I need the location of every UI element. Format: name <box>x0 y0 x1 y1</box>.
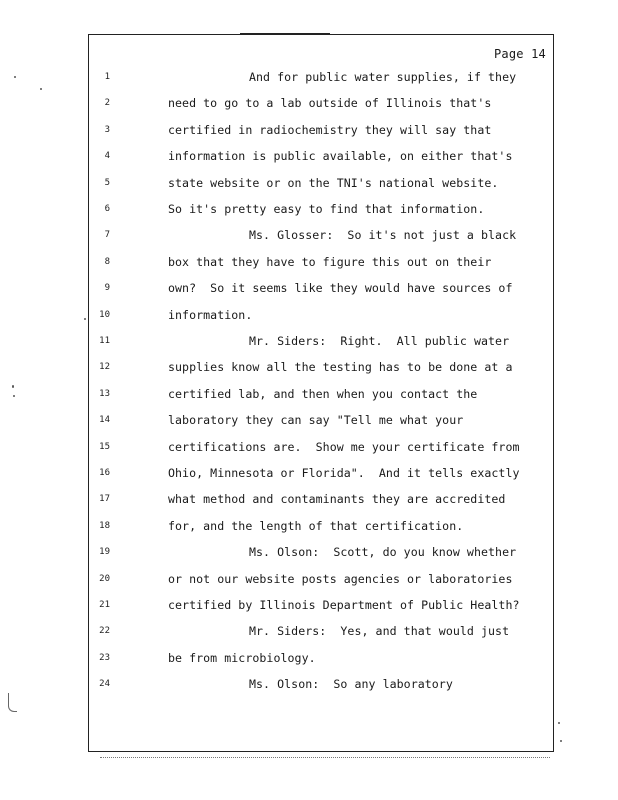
line-text: state website or on the TNI's national website. <box>168 175 499 190</box>
bottom-rule <box>100 757 550 759</box>
line-text: or not our website posts agencies or laboratories <box>168 571 513 586</box>
speck <box>14 76 16 78</box>
line-text: own? So it seems like they would have sources of <box>168 281 513 296</box>
speck <box>13 395 15 397</box>
line-number: 23 <box>99 652 110 663</box>
speck <box>40 88 42 90</box>
line-text: And for public water supplies, if they <box>249 70 517 84</box>
line-number: 17 <box>99 494 110 505</box>
line-text: for, and the length of that certification. <box>168 518 464 533</box>
line-text: So it's pretty easy to find that information. <box>168 202 485 216</box>
line-number: 4 <box>104 151 110 162</box>
line-number: 20 <box>99 573 110 584</box>
line-text: Ms. Olson: Scott, do you know whether <box>249 545 517 560</box>
line-text: Ohio, Minnesota or Florida". And it tells exactly <box>168 466 520 480</box>
line-number: 10 <box>99 309 110 320</box>
line-number: 2 <box>104 98 110 109</box>
line-text: Ms. Olson: So any laboratory <box>249 677 453 692</box>
line-number: 7 <box>104 230 110 241</box>
page-top-mark <box>240 33 330 35</box>
line-number: 24 <box>99 679 110 690</box>
line-text: certified in radiochemistry they will say that <box>168 122 492 137</box>
line-number: 12 <box>99 362 110 373</box>
margin-mark <box>8 693 17 712</box>
line-number: 19 <box>99 547 110 558</box>
line-text: Ms. Glosser: So it's not just a black <box>249 228 517 243</box>
line-text: need to go to a lab outside of Illinois that's <box>168 96 492 111</box>
line-number: 18 <box>99 520 110 531</box>
page-number: Page 14 <box>494 47 546 61</box>
line-text: supplies know all the testing has to be done at a <box>168 360 513 375</box>
line-text: what method and contaminants they are accredited <box>168 492 506 507</box>
line-number: 3 <box>104 124 110 135</box>
line-number: 8 <box>104 256 110 267</box>
speck <box>558 722 560 724</box>
speck <box>84 318 86 320</box>
line-text: certifications are. Show me your certificate from <box>168 439 520 454</box>
line-text: information. <box>168 307 253 322</box>
line-number: 11 <box>99 336 110 346</box>
line-number: 22 <box>99 626 110 637</box>
line-text: certified by Illinois Department of Public Health? <box>168 598 520 612</box>
speck <box>12 385 14 388</box>
line-number: 5 <box>104 177 110 188</box>
speck <box>560 740 562 742</box>
line-text: Mr. Siders: Right. All public water <box>249 334 510 348</box>
line-number: 1 <box>104 72 110 82</box>
line-number: 9 <box>104 283 110 294</box>
line-number: 21 <box>99 600 110 610</box>
line-number: 16 <box>99 468 110 478</box>
line-text: laboratory they can say "Tell me what your <box>168 413 464 428</box>
line-text: certified lab, and then when you contact the <box>168 386 478 401</box>
line-text: box that they have to figure this out on their <box>168 254 492 269</box>
line-number: 14 <box>99 415 110 426</box>
line-text: Mr. Siders: Yes, and that would just <box>249 624 510 639</box>
line-number: 6 <box>104 204 110 214</box>
line-text: information is public available, on either that's <box>168 149 513 164</box>
line-text: be from microbiology. <box>168 650 316 665</box>
line-number: 15 <box>99 441 110 452</box>
line-number: 13 <box>99 388 110 399</box>
